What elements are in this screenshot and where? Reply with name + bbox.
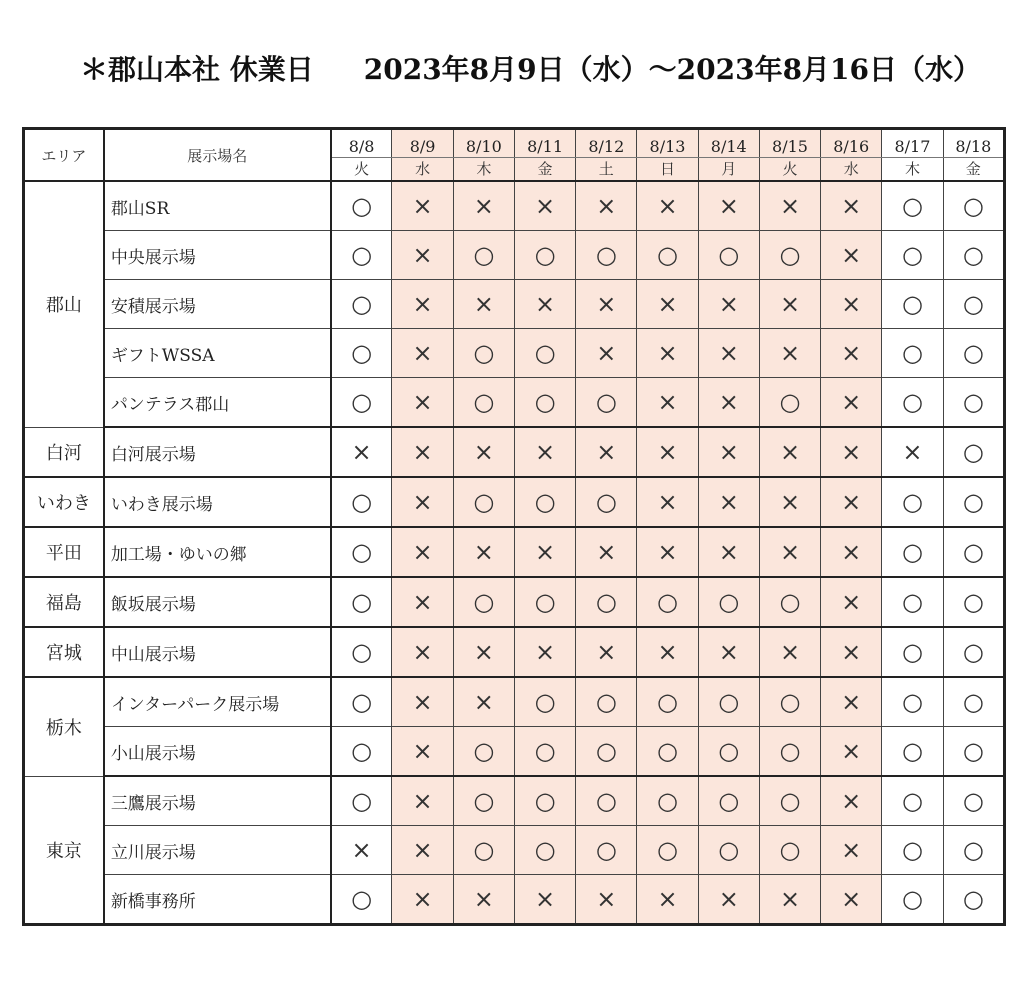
- closed-mark-cell: ×: [392, 527, 453, 577]
- header-weekday: 月: [698, 158, 759, 182]
- closed-mark-cell: ×: [821, 727, 882, 777]
- open-mark-cell: ○: [576, 727, 637, 777]
- closed-mark-cell: ×: [392, 280, 453, 329]
- closed-mark-cell: ×: [392, 427, 453, 477]
- closed-mark-cell: ×: [759, 280, 820, 329]
- open-mark-cell: ○: [453, 329, 514, 378]
- header-name: 展示場名: [104, 129, 331, 182]
- closed-mark-cell: ×: [392, 627, 453, 677]
- showroom-name: いわき展示場: [104, 477, 331, 527]
- open-mark-cell: ○: [576, 477, 637, 527]
- open-mark-cell: ○: [943, 477, 1004, 527]
- closed-mark-cell: ×: [453, 427, 514, 477]
- open-mark-cell: ○: [943, 776, 1004, 826]
- open-mark-cell: ○: [698, 776, 759, 826]
- table-row: [24, 477, 1005, 527]
- open-mark-cell: ○: [576, 378, 637, 428]
- header-date: 8/17: [882, 129, 943, 158]
- closed-mark-cell: ×: [821, 280, 882, 329]
- open-mark-cell: ○: [637, 677, 698, 727]
- closed-mark-cell: ×: [637, 427, 698, 477]
- open-mark-cell: ○: [576, 677, 637, 727]
- closed-mark-cell: ×: [637, 329, 698, 378]
- closed-mark-cell: ×: [392, 875, 453, 925]
- open-mark-cell: ○: [331, 477, 392, 527]
- closed-mark-cell: ×: [392, 181, 453, 231]
- table-row: [24, 875, 1005, 925]
- showroom-name: インターパーク展示場: [104, 677, 331, 727]
- open-mark-cell: ○: [331, 181, 392, 231]
- table-row: [24, 826, 1005, 875]
- open-mark-cell: ○: [331, 727, 392, 777]
- showroom-name: 飯坂展示場: [104, 577, 331, 627]
- open-mark-cell: ○: [943, 329, 1004, 378]
- closed-mark-cell: ×: [637, 280, 698, 329]
- open-mark-cell: ○: [882, 280, 943, 329]
- table-row: [24, 627, 1005, 677]
- open-mark-cell: ○: [514, 577, 575, 627]
- open-mark-cell: ○: [637, 231, 698, 280]
- open-mark-cell: ○: [637, 727, 698, 777]
- closed-mark-cell: ×: [453, 280, 514, 329]
- closed-mark-cell: ×: [759, 875, 820, 925]
- open-mark-cell: ○: [882, 875, 943, 925]
- holiday-schedule-table: [22, 127, 1006, 926]
- header-date: 8/10: [453, 129, 514, 158]
- closed-mark-cell: ×: [392, 378, 453, 428]
- closed-mark-cell: ×: [759, 627, 820, 677]
- closed-mark-cell: ×: [514, 527, 575, 577]
- closed-mark-cell: ×: [821, 776, 882, 826]
- closed-mark-cell: ×: [821, 329, 882, 378]
- closed-mark-cell: ×: [331, 826, 392, 875]
- closed-mark-cell: ×: [637, 378, 698, 428]
- table-row: [24, 231, 1005, 280]
- closed-mark-cell: ×: [453, 875, 514, 925]
- open-mark-cell: ○: [882, 477, 943, 527]
- closed-mark-cell: ×: [637, 627, 698, 677]
- area-cell: 宮城: [24, 627, 104, 677]
- open-mark-cell: ○: [698, 231, 759, 280]
- open-mark-cell: ○: [637, 826, 698, 875]
- closed-mark-cell: ×: [821, 477, 882, 527]
- closed-mark-cell: ×: [576, 875, 637, 925]
- showroom-name: 白河展示場: [104, 427, 331, 477]
- closed-mark-cell: ×: [576, 427, 637, 477]
- showroom-name: ギフトWSSA: [104, 329, 331, 378]
- closed-mark-cell: ×: [637, 181, 698, 231]
- closed-mark-cell: ×: [514, 427, 575, 477]
- header-date: 8/16: [821, 129, 882, 158]
- closed-mark-cell: ×: [759, 527, 820, 577]
- open-mark-cell: ○: [943, 826, 1004, 875]
- open-mark-cell: ○: [576, 826, 637, 875]
- open-mark-cell: ○: [514, 727, 575, 777]
- open-mark-cell: ○: [514, 677, 575, 727]
- open-mark-cell: ○: [943, 727, 1004, 777]
- open-mark-cell: ○: [943, 577, 1004, 627]
- header-weekday: 水: [821, 158, 882, 182]
- closed-mark-cell: ×: [576, 280, 637, 329]
- closed-mark-cell: ×: [514, 280, 575, 329]
- closed-mark-cell: ×: [392, 231, 453, 280]
- closed-mark-cell: ×: [392, 776, 453, 826]
- closed-mark-cell: ×: [637, 477, 698, 527]
- open-mark-cell: ○: [331, 378, 392, 428]
- open-mark-cell: ○: [882, 527, 943, 577]
- open-mark-cell: ○: [453, 231, 514, 280]
- open-mark-cell: ○: [576, 577, 637, 627]
- header-weekday: 土: [576, 158, 637, 182]
- closed-mark-cell: ×: [576, 527, 637, 577]
- header-weekday: 木: [453, 158, 514, 182]
- closed-mark-cell: ×: [453, 181, 514, 231]
- open-mark-cell: ○: [331, 577, 392, 627]
- header-area: エリア: [24, 129, 104, 182]
- open-mark-cell: ○: [882, 776, 943, 826]
- table-row: [24, 329, 1005, 378]
- closed-mark-cell: ×: [821, 527, 882, 577]
- closed-mark-cell: ×: [392, 727, 453, 777]
- area-cell: 福島: [24, 577, 104, 627]
- area-cell: 栃木: [24, 677, 104, 776]
- closed-mark-cell: ×: [698, 875, 759, 925]
- open-mark-cell: ○: [698, 677, 759, 727]
- area-cell: 郡山: [24, 181, 104, 427]
- table-row: [24, 181, 1005, 231]
- closed-mark-cell: ×: [392, 329, 453, 378]
- closed-mark-cell: ×: [821, 826, 882, 875]
- closed-mark-cell: ×: [759, 427, 820, 477]
- header-date: 8/9: [392, 129, 453, 158]
- closed-mark-cell: ×: [514, 875, 575, 925]
- closed-mark-cell: ×: [576, 329, 637, 378]
- open-mark-cell: ○: [331, 527, 392, 577]
- header-date: 8/12: [576, 129, 637, 158]
- closed-mark-cell: ×: [759, 477, 820, 527]
- open-mark-cell: ○: [514, 826, 575, 875]
- area-cell: 白河: [24, 427, 104, 477]
- table-row: [24, 776, 1005, 826]
- table-row: [24, 378, 1005, 428]
- open-mark-cell: ○: [514, 477, 575, 527]
- open-mark-cell: ○: [882, 577, 943, 627]
- open-mark-cell: ○: [331, 329, 392, 378]
- closed-mark-cell: ×: [821, 181, 882, 231]
- open-mark-cell: ○: [943, 427, 1004, 477]
- open-mark-cell: ○: [943, 378, 1004, 428]
- page-title: [80, 50, 980, 90]
- open-mark-cell: ○: [514, 378, 575, 428]
- open-mark-cell: ○: [453, 577, 514, 627]
- open-mark-cell: ○: [331, 627, 392, 677]
- closed-mark-cell: ×: [698, 627, 759, 677]
- closed-mark-cell: ×: [698, 427, 759, 477]
- closed-mark-cell: ×: [821, 427, 882, 477]
- title-period: 2023年8月9日（水）～2023年8月16日（水）: [363, 53, 982, 86]
- closed-mark-cell: ×: [821, 875, 882, 925]
- closed-mark-cell: ×: [331, 427, 392, 477]
- open-mark-cell: ○: [882, 677, 943, 727]
- open-mark-cell: ○: [453, 477, 514, 527]
- open-mark-cell: ○: [331, 677, 392, 727]
- open-mark-cell: ○: [576, 231, 637, 280]
- closed-mark-cell: ×: [392, 677, 453, 727]
- showroom-name: 新橋事務所: [104, 875, 331, 925]
- open-mark-cell: ○: [637, 577, 698, 627]
- header-date: 8/14: [698, 129, 759, 158]
- showroom-name: 郡山SR: [104, 181, 331, 231]
- table-row: [24, 280, 1005, 329]
- closed-mark-cell: ×: [698, 527, 759, 577]
- header-date: 8/8: [331, 129, 392, 158]
- open-mark-cell: ○: [453, 727, 514, 777]
- closed-mark-cell: ×: [576, 627, 637, 677]
- open-mark-cell: ○: [331, 875, 392, 925]
- closed-mark-cell: ×: [759, 181, 820, 231]
- title-main: ＊郡山本社 休業日: [80, 53, 314, 86]
- open-mark-cell: ○: [882, 329, 943, 378]
- closed-mark-cell: ×: [514, 627, 575, 677]
- open-mark-cell: ○: [759, 231, 820, 280]
- header-date: 8/11: [514, 129, 575, 158]
- closed-mark-cell: ×: [821, 231, 882, 280]
- open-mark-cell: ○: [453, 826, 514, 875]
- open-mark-cell: ○: [882, 378, 943, 428]
- open-mark-cell: ○: [943, 527, 1004, 577]
- open-mark-cell: ○: [882, 181, 943, 231]
- open-mark-cell: ○: [514, 231, 575, 280]
- table-row: [24, 727, 1005, 777]
- open-mark-cell: ○: [943, 280, 1004, 329]
- closed-mark-cell: ×: [698, 280, 759, 329]
- open-mark-cell: ○: [637, 776, 698, 826]
- closed-mark-cell: ×: [698, 378, 759, 428]
- open-mark-cell: ○: [882, 231, 943, 280]
- header-date: 8/13: [637, 129, 698, 158]
- table-row: [24, 577, 1005, 627]
- closed-mark-cell: ×: [514, 181, 575, 231]
- header-date: 8/15: [759, 129, 820, 158]
- open-mark-cell: ○: [331, 280, 392, 329]
- closed-mark-cell: ×: [453, 627, 514, 677]
- open-mark-cell: ○: [453, 776, 514, 826]
- closed-mark-cell: ×: [637, 527, 698, 577]
- closed-mark-cell: ×: [821, 577, 882, 627]
- open-mark-cell: ○: [943, 627, 1004, 677]
- open-mark-cell: ○: [759, 776, 820, 826]
- closed-mark-cell: ×: [698, 329, 759, 378]
- open-mark-cell: ○: [453, 378, 514, 428]
- closed-mark-cell: ×: [453, 527, 514, 577]
- showroom-name: 三鷹展示場: [104, 776, 331, 826]
- showroom-name: 中山展示場: [104, 627, 331, 677]
- header-date: 8/18: [943, 129, 1004, 158]
- open-mark-cell: ○: [943, 231, 1004, 280]
- open-mark-cell: ○: [759, 727, 820, 777]
- closed-mark-cell: ×: [698, 181, 759, 231]
- closed-mark-cell: ×: [698, 477, 759, 527]
- closed-mark-cell: ×: [821, 627, 882, 677]
- closed-mark-cell: ×: [821, 677, 882, 727]
- closed-mark-cell: ×: [453, 677, 514, 727]
- showroom-name: 立川展示場: [104, 826, 331, 875]
- showroom-name: 小山展示場: [104, 727, 331, 777]
- closed-mark-cell: ×: [637, 875, 698, 925]
- open-mark-cell: ○: [882, 727, 943, 777]
- open-mark-cell: ○: [882, 826, 943, 875]
- header-weekday: 水: [392, 158, 453, 182]
- open-mark-cell: ○: [943, 677, 1004, 727]
- open-mark-cell: ○: [698, 727, 759, 777]
- open-mark-cell: ○: [759, 577, 820, 627]
- area-cell: いわき: [24, 477, 104, 527]
- open-mark-cell: ○: [698, 826, 759, 875]
- open-mark-cell: ○: [759, 378, 820, 428]
- closed-mark-cell: ×: [392, 477, 453, 527]
- open-mark-cell: ○: [514, 329, 575, 378]
- open-mark-cell: ○: [331, 776, 392, 826]
- open-mark-cell: ○: [514, 776, 575, 826]
- header-weekday: 金: [514, 158, 575, 182]
- table-row: [24, 677, 1005, 727]
- open-mark-cell: ○: [759, 677, 820, 727]
- area-cell: 東京: [24, 776, 104, 925]
- showroom-name: 安積展示場: [104, 280, 331, 329]
- showroom-name: 加工場・ゆいの郷: [104, 527, 331, 577]
- closed-mark-cell: ×: [882, 427, 943, 477]
- closed-mark-cell: ×: [576, 181, 637, 231]
- open-mark-cell: ○: [943, 875, 1004, 925]
- table-row: [24, 527, 1005, 577]
- header-weekday: 日: [637, 158, 698, 182]
- area-cell: 平田: [24, 527, 104, 577]
- closed-mark-cell: ×: [392, 577, 453, 627]
- header-weekday: 火: [759, 158, 820, 182]
- table-row: [24, 427, 1005, 477]
- header-weekday: 金: [943, 158, 1004, 182]
- closed-mark-cell: ×: [759, 329, 820, 378]
- open-mark-cell: ○: [698, 577, 759, 627]
- header-weekday: 木: [882, 158, 943, 182]
- showroom-name: パンテラス郡山: [104, 378, 331, 428]
- showroom-name: 中央展示場: [104, 231, 331, 280]
- open-mark-cell: ○: [943, 181, 1004, 231]
- open-mark-cell: ○: [576, 776, 637, 826]
- header-weekday: 火: [331, 158, 392, 182]
- closed-mark-cell: ×: [392, 826, 453, 875]
- closed-mark-cell: ×: [821, 378, 882, 428]
- open-mark-cell: ○: [759, 826, 820, 875]
- open-mark-cell: ○: [331, 231, 392, 280]
- open-mark-cell: ○: [882, 627, 943, 677]
